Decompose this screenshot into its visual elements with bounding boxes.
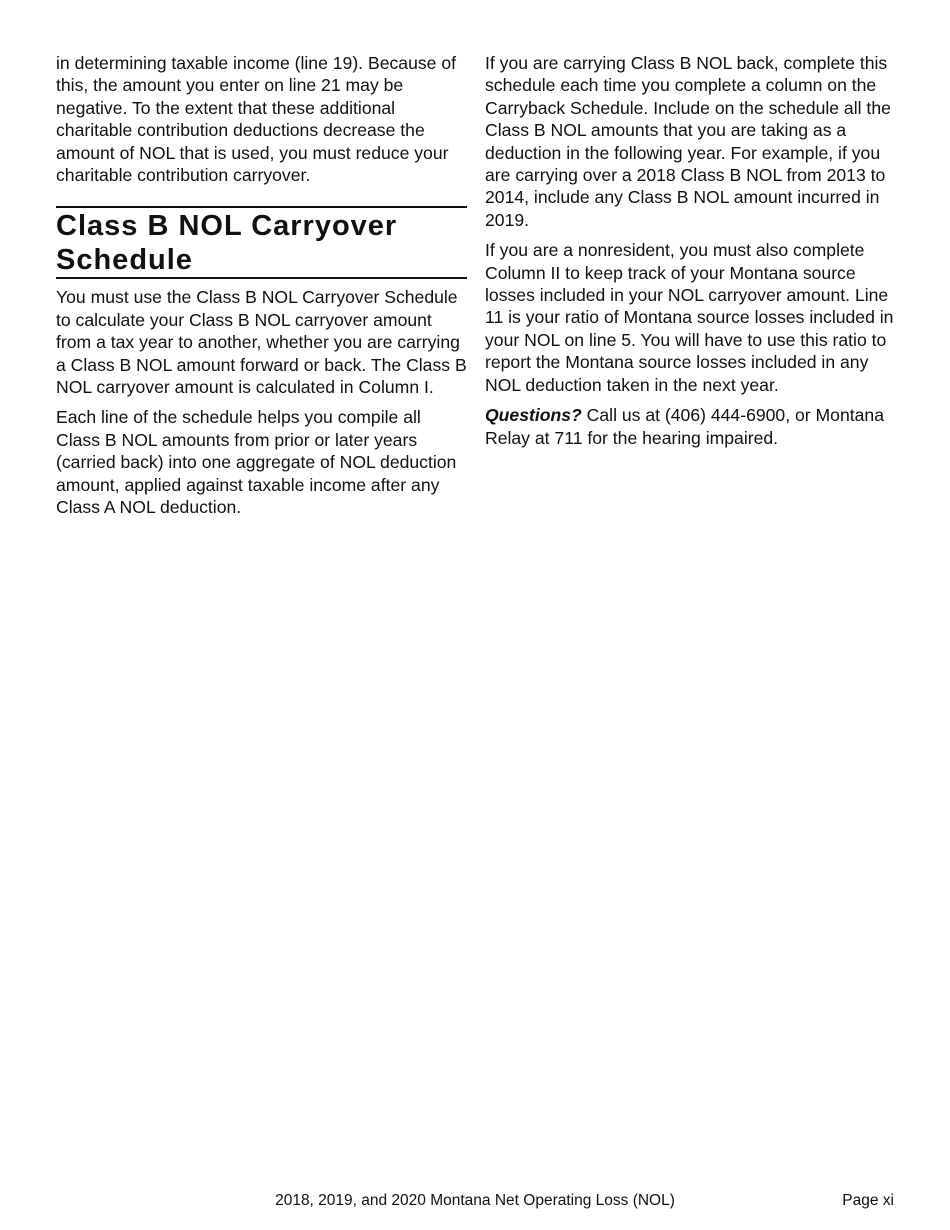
questions-text: Call us at (406) 444-6900, or Montana Relay at 711 for the hearing impaired.: [485, 405, 884, 448]
section-heading: Class B NOL Carryover Schedule: [56, 210, 398, 276]
body-paragraph: You must use the Class B NOL Carryover Schedule to calculate your Class B NOL carryover amount from a tax year to another, whether you are carrying a Class B NOL amount forward or back. The Class B NOL carryover amount is calculated in Column I.: [56, 287, 467, 398]
body-paragraph: If you are carrying Class B NOL back, complete this schedule each time you complete a column on the Carryback Schedule. Include on the schedule all the Class B NOL amounts that you are taking as a deduction in the following year. For example, if you are carrying over a 2018 Class B NOL from 2013 to 2014, include any Class B NOL amount incurred in 2019.: [485, 53, 891, 230]
questions-label: Questions?: [485, 405, 582, 426]
page-number: Page xi: [842, 1192, 894, 1209]
body-paragraph: If you are a nonresident, you must also complete Column II to keep track of your Montana source losses included in your NOL carryover amount. Line 11 is your ratio of Montana source losses included in your NOL on line 5. You will have to use this ratio to report the Montana source losses included in any NOL deduction taken in the next year.: [485, 240, 894, 395]
right-column: [485, 52, 897, 457]
intro-paragraph: in determining taxable income (line 19). Because of this, the amount you enter on line 21 may be negative. To the extent that these additional charitable contribution deductions decrease the amount of NOL that is used, you must reduce your charitable contribution carryover.: [56, 53, 456, 186]
questions-paragraph: [485, 404, 897, 449]
left-column: [56, 52, 467, 527]
footer-title: 2018, 2019, and 2020 Montana Net Operating Loss (NOL): [275, 1192, 675, 1209]
section-heading-block: [56, 206, 467, 279]
body-paragraph: Each line of the schedule helps you compile all Class B NOL amounts from prior or later years (carried back) into one aggregate of NOL deduction amount, applied against taxable income after any Class A NOL deduction.: [56, 407, 457, 518]
